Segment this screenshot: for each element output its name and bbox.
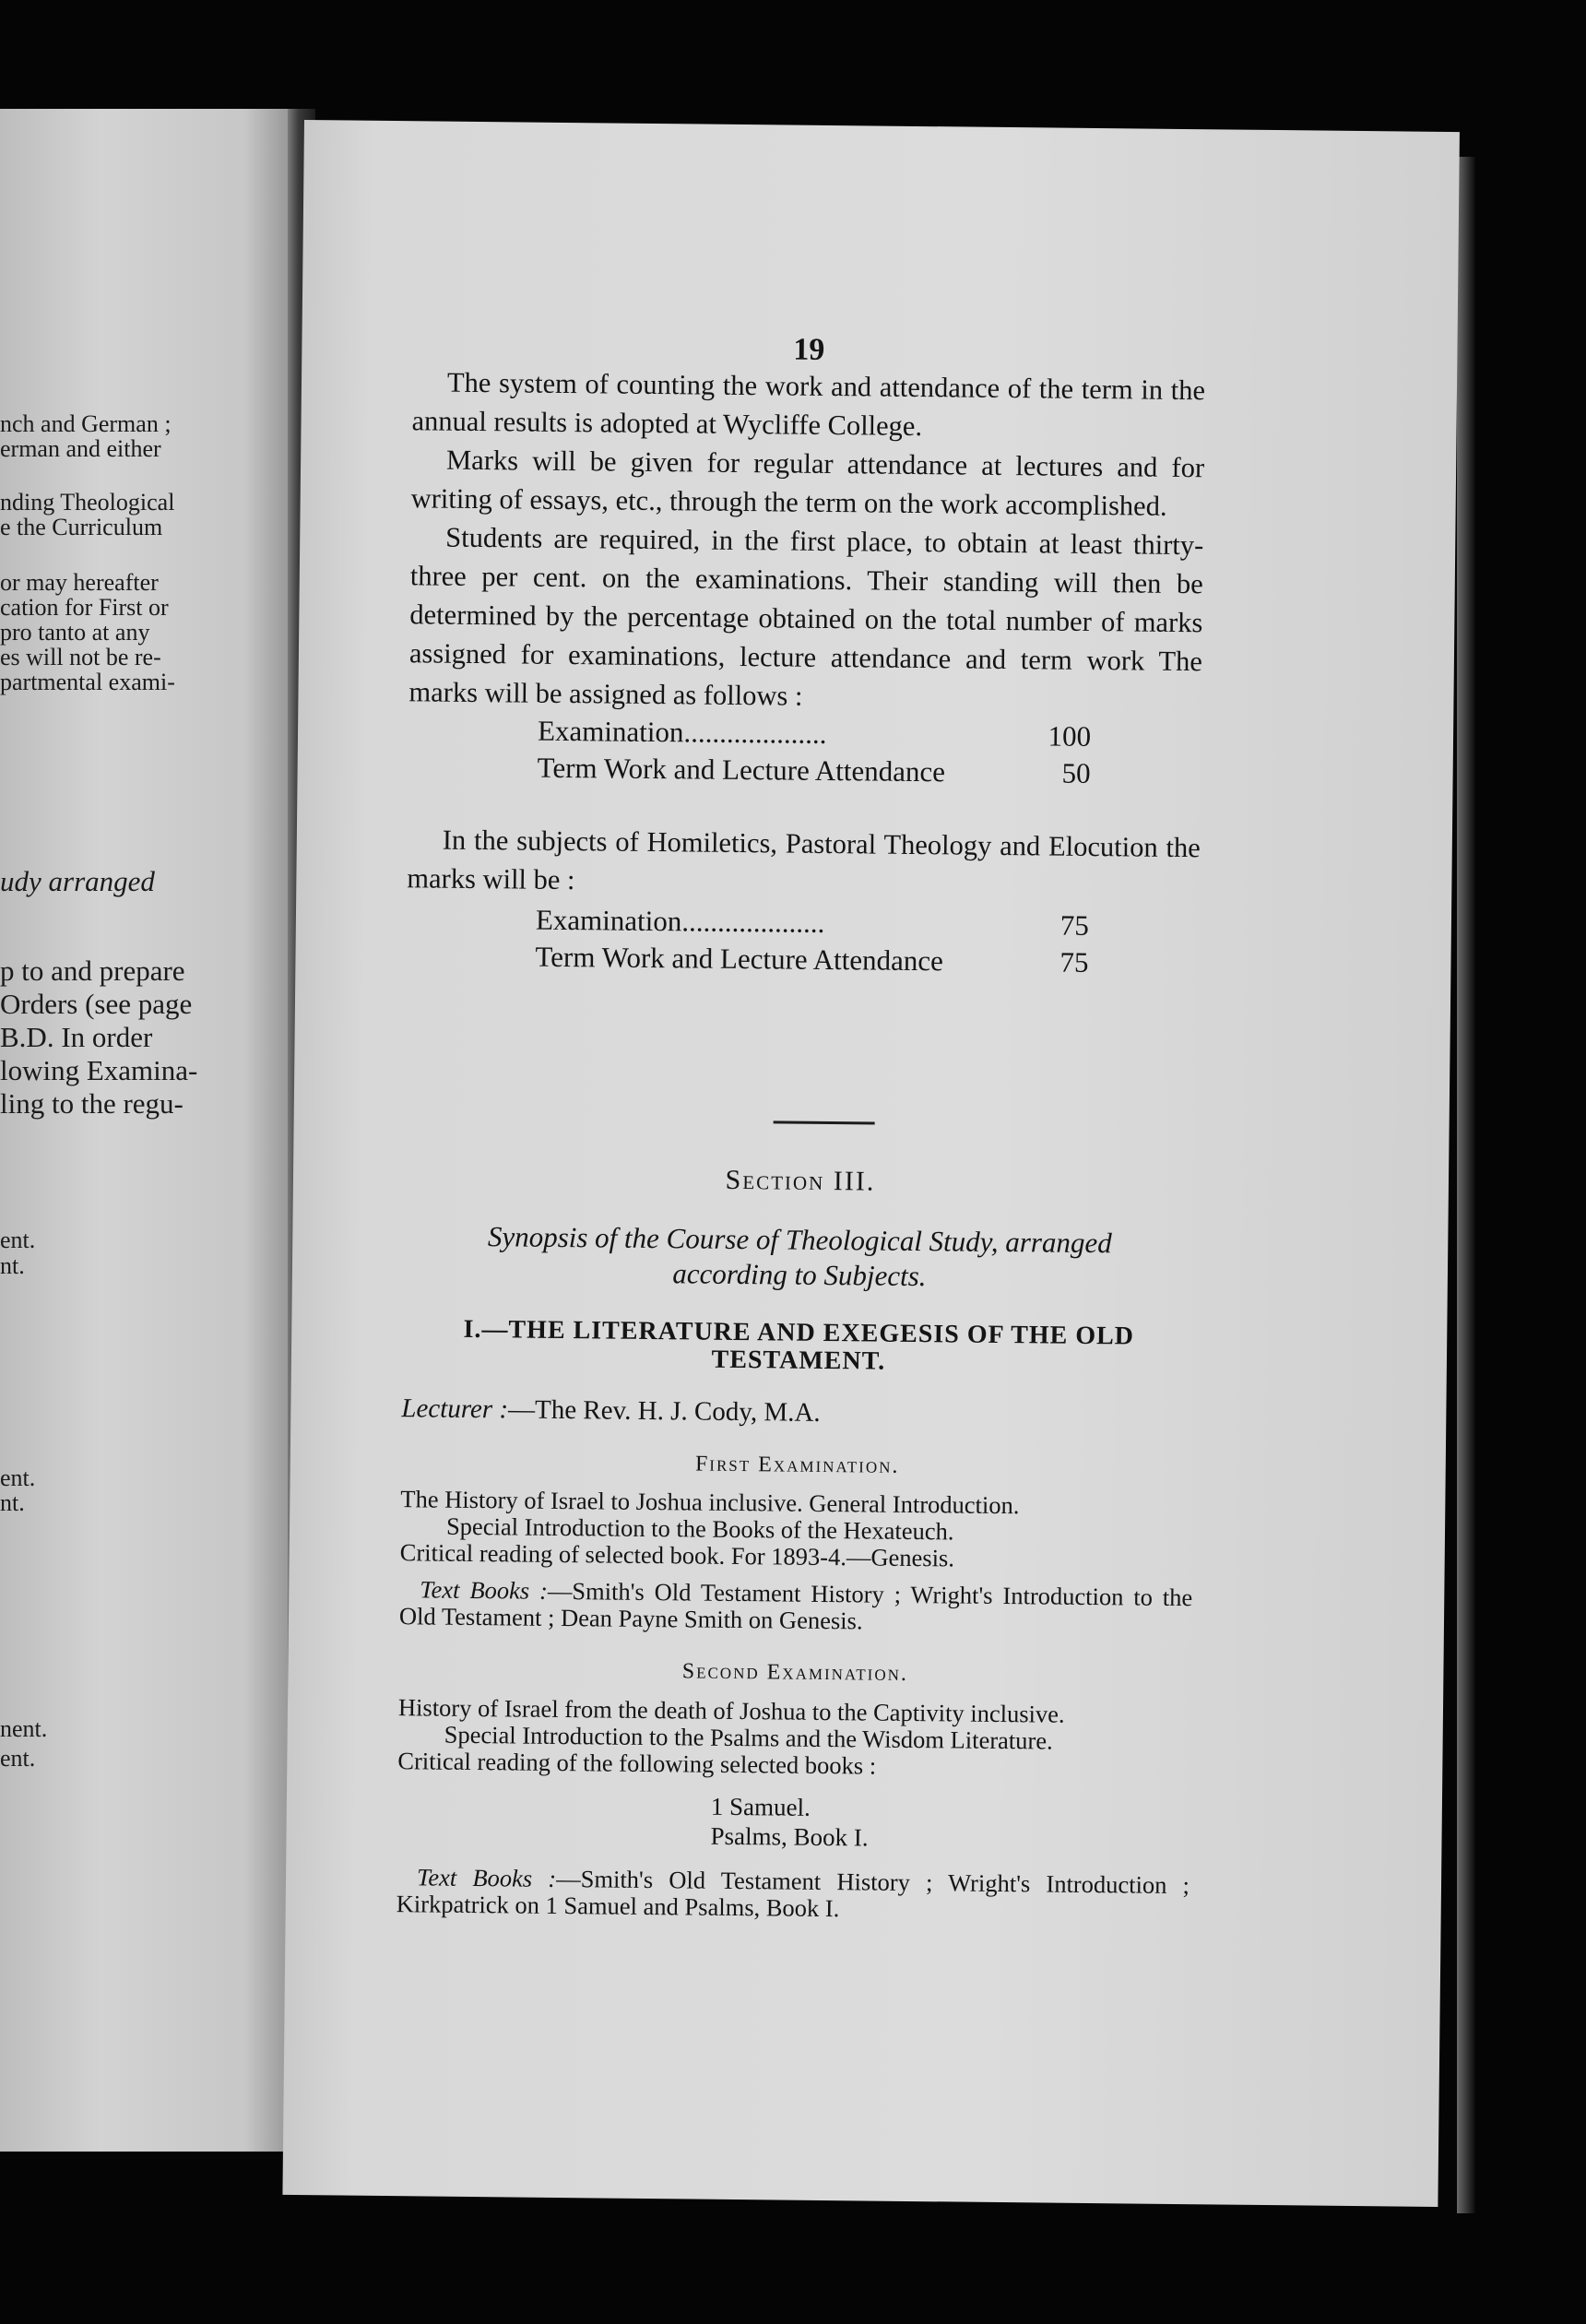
marks-leader-dots	[945, 753, 1036, 791]
marks-leader-dots	[943, 943, 1034, 980]
paragraph-marks-attendance: Marks will be given for regular attendance at lectures and for writing of essays, etc., through the term on the work accomplished.	[410, 444, 1205, 522]
second-exam-heading: Second Examination.	[681, 1659, 909, 1686]
marks-leader-dots: ....................	[683, 716, 827, 750]
second-exam-textbooks	[396, 1864, 1190, 1926]
book-item: Psalms, Book I.	[710, 1821, 869, 1852]
left-page-line: erman and either	[0, 435, 161, 462]
left-page-line: nch and German ;	[0, 410, 172, 437]
marks-value: 75	[1059, 908, 1090, 942]
part-heading-line: TESTAMENT.	[711, 1345, 886, 1376]
second-exam-syllabus	[397, 1694, 1191, 1783]
left-page-line: nt.	[0, 1252, 25, 1279]
marks-label: Examination	[535, 903, 682, 938]
part-heading-line: I.—THE LITERATURE AND EXEGESIS OF THE OLD	[463, 1314, 1135, 1351]
marks-label: Term Work and Lecture Attendance	[535, 940, 944, 978]
part-heading	[402, 1315, 1196, 1379]
textbooks-label: Text Books :	[416, 1863, 557, 1892]
synopsis-line: Synopsis of the Course of Theological Study, arranged	[487, 1220, 1112, 1260]
left-page-line: Orders (see page	[0, 988, 193, 1020]
page-number: 19	[793, 332, 825, 367]
textbooks-list: —Smith's Old Testament History ; Wright's Introduction to the Old Testament ; Dean Payne Smith on Genesis.	[398, 1576, 1193, 1635]
marks-value: 75	[1059, 945, 1089, 978]
marks-value: 50	[1061, 756, 1091, 789]
marks-row	[537, 750, 1090, 792]
section-divider-rule	[774, 1120, 875, 1124]
paragraph-homiletics: In the subjects of Homiletics, Pastoral Theology and Elocution the marks will be :	[407, 824, 1201, 896]
selected-books-list	[710, 1792, 869, 1853]
syllabus-line: Special Introduction to the Books of the Hexateuch.	[445, 1512, 954, 1546]
left-page	[0, 109, 288, 2152]
marks-value: 100	[1047, 719, 1092, 753]
left-page-line: ent.	[0, 1464, 36, 1491]
left-page-line: lowing Examina-	[0, 1054, 198, 1086]
lecturer-label: Lecturer :	[401, 1393, 509, 1425]
paragraph-counting-system: The system of counting the work and attendance of the term in the annual results is adopted at Wycliffe College.	[411, 366, 1206, 443]
left-page-line: cation for First or	[0, 594, 169, 621]
section-title: Section III.	[725, 1164, 876, 1197]
left-page-line: nding Theological	[0, 489, 175, 516]
marks-row	[536, 902, 1089, 944]
right-page	[282, 120, 1459, 2207]
left-page-line: ent.	[0, 1227, 36, 1253]
syllabus-line: Critical reading of selected book. For 1893-4.—Genesis.	[399, 1538, 955, 1572]
marks-leader-dots: ....................	[681, 905, 825, 939]
textbooks-list: —Smith's Old Testament History ; Wright's Introduction ; Kirkpatrick on 1 Samuel and Psalms, Book I.	[396, 1864, 1190, 1923]
synopsis-line: according to Subjects.	[672, 1257, 927, 1293]
left-page-line: ling to the regu-	[0, 1087, 183, 1120]
marks-label: Examination	[537, 714, 684, 749]
left-page-line: B.D. In order	[0, 1021, 153, 1053]
page-edge-shadow	[1457, 157, 1475, 2213]
left-page-line: udy arranged	[0, 865, 155, 897]
lecturer-name: —The Rev. H. J. Cody, M.A.	[507, 1394, 821, 1428]
syllabus-line: Critical reading of the following selected books :	[397, 1747, 877, 1780]
first-exam-syllabus	[400, 1486, 1194, 1574]
left-page-line: e the Curriculum	[0, 514, 163, 540]
left-page-line: nt.	[0, 1489, 25, 1516]
paragraph-students-required: Students are required, in the first place, to obtain at least thirty-three per cent. on the examinations. Their standing will then be determined by the percentage obtained on the total number of marks assigned for examinations, lecture attendance and term work The marks will be assigned as follows :	[408, 521, 1204, 712]
left-page-line: p to and prepare	[0, 954, 185, 987]
left-page-line: or may hereafter	[0, 569, 159, 596]
book-item: 1 Samuel.	[710, 1792, 811, 1821]
left-page-line: nent.	[0, 1715, 48, 1742]
page-content	[396, 121, 1208, 1923]
syllabus-line: The History of Israel to Joshua inclusive. General Introduction.	[400, 1485, 1020, 1520]
left-page-line: ent.	[0, 1745, 36, 1772]
syllabus-line: Special Introduction to the Psalms and the Wisdom Literature.	[444, 1720, 1053, 1755]
marks-table-special	[535, 902, 1089, 981]
marks-label: Term Work and Lecture Attendance	[537, 751, 946, 788]
marks-row	[535, 939, 1088, 981]
marks-row	[538, 713, 1091, 755]
first-exam-heading: First Examination.	[694, 1452, 900, 1478]
left-page-line: es will not be re-	[0, 644, 161, 670]
syllabus-line: History of Israel from the death of Joshua to the Captivity inclusive.	[397, 1693, 1065, 1728]
marks-table-general	[537, 713, 1091, 792]
left-page-line: pro tanto at any	[0, 619, 150, 646]
first-exam-textbooks	[399, 1576, 1193, 1638]
lecturer-line	[401, 1393, 1194, 1432]
synopsis-heading	[403, 1218, 1197, 1297]
left-page-line: partmental exami-	[0, 669, 175, 695]
textbooks-label: Text Books :	[420, 1575, 549, 1605]
